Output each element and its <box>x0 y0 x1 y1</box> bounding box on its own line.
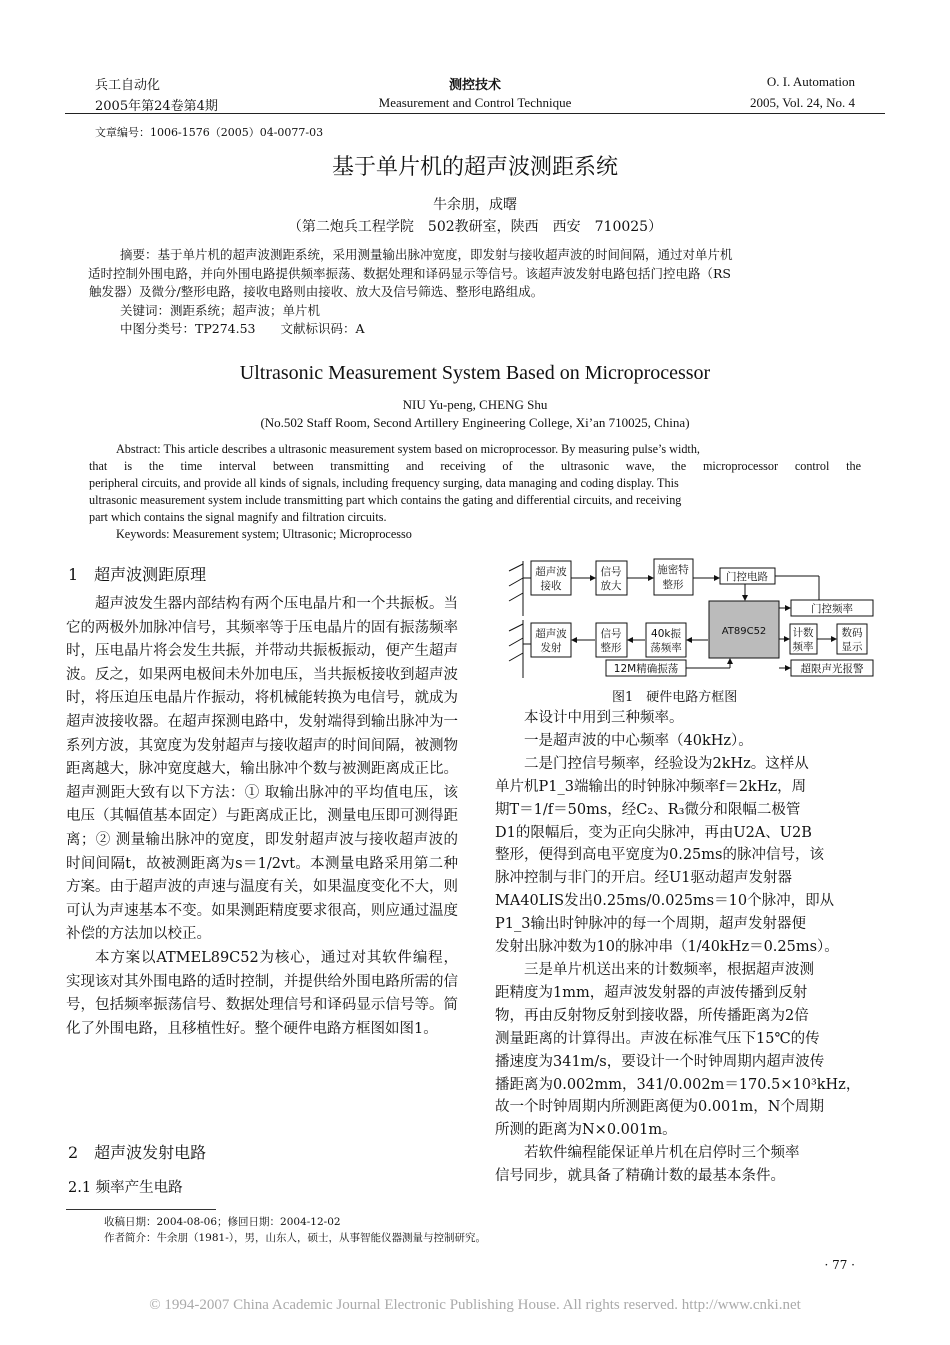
block-schmitt-line2: 整形 <box>662 579 684 591</box>
right-line: 本设计中用到三种频率。 <box>524 710 684 726</box>
block-mcu: AT89C52 <box>721 626 767 637</box>
page-number: · 77 · <box>824 1258 855 1272</box>
section-1-paragraph-2: 本方案以ATMEL89C52为核心，通过对其软件编程，实现该对其外围电路的适时控制，并提供给外围电路所需的信号，包括频率振荡信号、数据处理信号和译码显示信号等。简化了外围电路，且移植性好。整个硬件电路方框图如图1。 <box>66 949 458 1037</box>
abstract-en-line: part which contains the signal magnify and filtration circuits. <box>89 510 387 525</box>
abstract-en-line: ultrasonic measurement system include transmitting part which contains the gating and differential circuits, and receiving <box>89 493 682 508</box>
block-alarm: 超限声光报警 <box>800 663 864 675</box>
figure-1-caption: 图1 硬件电路方框图 <box>612 690 738 705</box>
right-line: 播速度为341m/s，要设计一个时钟周期内超声波传 <box>495 1053 825 1070</box>
block-osc40k-line2: 荡频率 <box>650 642 682 654</box>
right-line: 播距离为0.002mm，341/0.002m＝170.5×10³kHz， <box>495 1076 861 1093</box>
right-line: 若软件编程能保证单片机在启停时三个频率 <box>524 1145 800 1162</box>
article-number: 文章编号：1006-1576（2005）04-0077-03 <box>95 126 324 139</box>
block-shape-line1: 信号 <box>600 628 622 640</box>
block-amp-line1: 信号 <box>600 566 622 578</box>
block-send-line1: 超声波 <box>535 628 567 640</box>
footnote-received: 收稿日期：2004-08-06；修回日期：2004-12-02 <box>104 1216 341 1228</box>
column-en: Measurement and Control Technique <box>378 95 572 110</box>
journal-name-cn: 兵工自动化 <box>95 78 161 93</box>
right-line: 三是单片机送出来的计数频率，根据超声波测 <box>524 961 814 978</box>
right-line: P1_3输出时钟脉冲的每一个周期，超声发射器便 <box>495 916 806 933</box>
block-send-line2: 发射 <box>540 642 562 654</box>
block-recv-line2: 接收 <box>540 580 562 592</box>
title-en: Ultrasonic Measurement System Based on Microprocessor <box>239 362 711 384</box>
abstract-cn-line: 摘要：基于单片机的超声波测距系统，采用测量输出脉冲宽度，即发射与接收超声波的时间间隔，通过对单片机 <box>120 247 733 262</box>
right-line: 物，再由反射物反射到接收器，所传播距离为2倍 <box>495 1007 809 1024</box>
classification-cn: 中图分类号：TP274.53 文献标识码：A <box>120 321 365 337</box>
authors-en: NIU Yu-peng, CHENG Shu <box>402 397 548 412</box>
right-line: 期T＝1/f＝50ms，经C₂、R₃微分和限幅二极管 <box>495 801 801 818</box>
right-line: 单片机P1_3端输出的时钟脉冲频率f＝2kHz，周 <box>495 778 807 795</box>
affiliation-cn: （第二炮兵工程学院 502教研室，陕西 西安 710025） <box>287 219 663 235</box>
block-gate: 门控电路 <box>726 571 768 583</box>
block-xtal: 12M精确振荡 <box>613 663 679 675</box>
block-schmitt-line1: 施密特 <box>657 564 689 576</box>
copyright-watermark: © 1994-2007 China Academic Journal Electronic Publishing House. All rights reserved. http://www.cnki.net <box>149 1297 801 1313</box>
right-line: 故一个时钟周期内所测距离便为0.001m，N个周期 <box>495 1099 824 1116</box>
keywords-cn: 关键词：测距系统；超声波；单片机 <box>120 302 321 318</box>
keywords-en: Keywords: Measurement system; Ultrasonic; Microprocesso <box>116 527 412 542</box>
abstract-en-line: peripheral circuits, and provide all kinds of signals, including frequency surging, data managing and coding display. This <box>89 476 679 491</box>
abstract-en <box>89 441 861 544</box>
footnote-author: 作者简介：牛余朋（1981-），男，山东人，硕士，从事智能仪器测量与控制研究。 <box>104 1232 487 1244</box>
block-digit-line1: 数码 <box>841 627 863 639</box>
abstract-en-line: Abstract: This article describes a ultrasonic measurement system based on microprocessor. By measuring pulse’s width, <box>116 442 700 456</box>
block-count-line1: 计数 <box>792 627 814 639</box>
block-recv-line1: 超声波 <box>535 566 567 578</box>
left-column-text <box>66 593 458 1041</box>
abstract-en-line: that is the time interval between transmitting and receiving of the ultrasonic wave, the microprocessor control the <box>89 459 861 474</box>
abstract-cn <box>88 246 762 339</box>
figure-1-block-diagram <box>505 556 875 684</box>
right-line: 所测的距离为N×0.001m。 <box>495 1122 677 1139</box>
issue-en: 2005, Vol. 24, No. 4 <box>750 95 855 110</box>
column-cn: 测控技术 <box>448 78 501 93</box>
right-line: 发射出脉冲数为10的脉冲串（1/40kHz＝0.25ms）。 <box>495 939 839 956</box>
right-column-text <box>495 707 883 1188</box>
abstract-cn-line: 适时控制外围电路，并向外围电路提供频率振荡、数据处理和译码显示等信号。该超声波发射电路包括门控电路（RS <box>88 265 731 281</box>
footnote-rule <box>66 1209 216 1210</box>
section-2-1-heading: 2.1 频率产生电路 <box>68 1180 183 1196</box>
section-1-heading: 1 超声波测距原理 <box>68 565 207 584</box>
block-count-line2: 频率 <box>792 641 814 653</box>
block-digit-line2: 显示 <box>841 641 863 653</box>
right-line: 测量距离的计算得出。声波在标准气压下15℃的传 <box>495 1030 820 1047</box>
right-line: 一是超声波的中心频率（40kHz）。 <box>524 732 753 749</box>
abstract-cn-line: 触发器）及微分/整形电路，接收电路则由接收、放大及信号筛选、整形电路组成。 <box>89 284 544 300</box>
issue-cn: 2005年第24卷第4期 <box>95 99 218 114</box>
journal-name-en: O. I. Automation <box>766 74 855 89</box>
block-shape-line2: 整形 <box>600 642 622 654</box>
section-1-paragraph-1: 超声波发生器内部结构有两个压电晶片和一个共振板。当它的两极外加脉冲信号，其频率等于压电晶片的固有振荡频率时，压电晶片将会发生共振，并带动共振板振动，便产生超声波。反之，如果两电极间未外加电压，当共振板接收到超声波时，将压迫压电晶片作振动，将机械能转换为电信号，就成为超声波接收器。在超声探测电路中，发射端得到输出脉冲为一系列方波，其宽度为发射超声与接收超声的时间间隔，被测物距离越大，脉冲宽度越大，输出脉冲个数与被测距离成正比。超声测距大致有以下方法：① 取输出脉冲的平均值电压，该电压（其幅值基本固定）与距离成正比，测量电压即可测得距离；② 测量输出脉冲的宽度，即发射超声波与接收超声波的时间间隔t，故被测距离为s＝1/2vt。本测量电路采用第二种方案。由于超声波的声速与温度有关，如果温度变化不大，则可认为声速基本不变。如果测距精度要求很高，则应通过温度补偿的方法加以校正。 <box>66 596 458 943</box>
block-amp-line2: 放大 <box>600 580 622 592</box>
section-2-heading: 2 超声波发射电路 <box>68 1143 207 1162</box>
title-cn: 基于单片机的超声波测距系统 <box>331 155 618 180</box>
right-line: MA40LIS发出0.25ms/0.025ms＝10个脉冲，即从 <box>495 893 835 910</box>
block-gate-freq: 门控频率 <box>811 603 853 615</box>
affiliation-en: (No.502 Staff Room, Second Artillery Engineering College, Xi’an 710025, China) <box>260 415 690 430</box>
right-line: 信号同步，就具备了精确计数的最基本条件。 <box>495 1168 785 1185</box>
right-line: 整形，便得到高电平宽度为0.25ms的脉冲信号，该 <box>495 847 824 864</box>
header-rule <box>65 113 885 114</box>
right-line: 距精度为1mm，超声波发射器的声波传播到反射 <box>495 984 808 1001</box>
block-osc40k-line1: 40k振 <box>651 628 681 640</box>
right-line: 二是门控信号频率，经验设为2kHz。这样从 <box>524 755 809 772</box>
right-line: 脉冲控制与非门的开启。经U1驱动超声发射器 <box>495 870 792 887</box>
authors-cn: 牛余朋，成曙 <box>433 197 517 213</box>
right-line: D1的限幅后，变为正向尖脉冲，再由U2A、U2B <box>495 824 812 841</box>
